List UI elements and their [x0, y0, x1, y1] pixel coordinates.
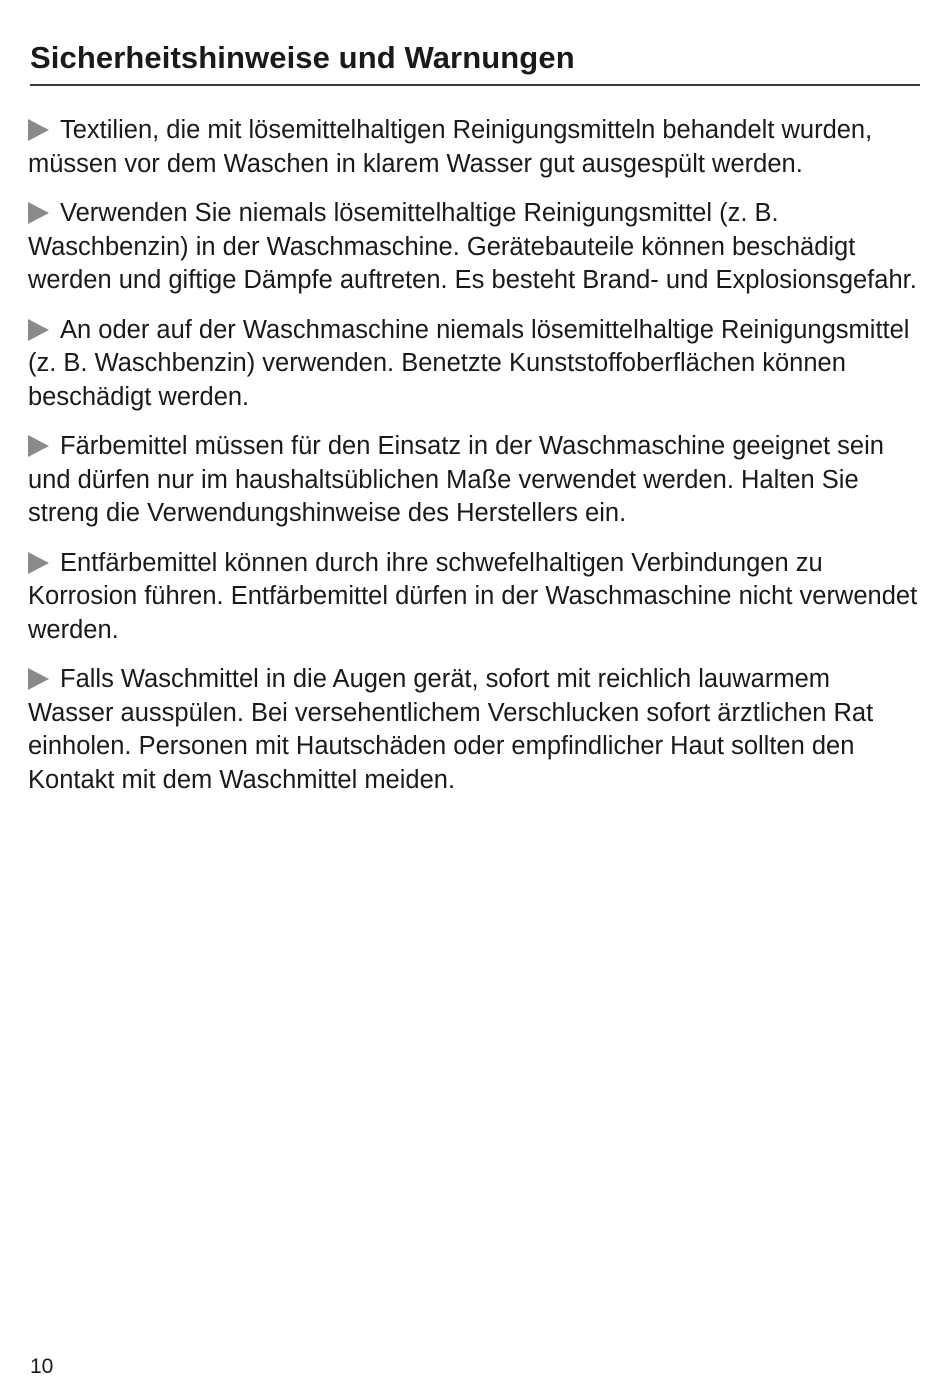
arrow-right-icon: [28, 552, 49, 574]
warning-text: Textilien, die mit lösemittelhaltigen Reinigungsmitteln behandelt wurden, müssen vor dem Waschen in klarem Wasser gut ausgespült werden.: [28, 116, 873, 178]
arrow-right-icon: [28, 319, 49, 341]
arrow-right-icon: [28, 435, 49, 457]
warning-item: [28, 547, 922, 648]
arrow-right-icon: [28, 202, 49, 224]
warning-item: [28, 663, 922, 797]
warnings-list: [28, 114, 922, 813]
warning-text: Entfärbemittel können durch ihre schwefelhaltigen Verbindungen zu Korrosion führen. Entfärbemittel dürfen in der Waschmaschine nicht verwendet werden.: [28, 548, 918, 644]
arrow-right-icon: [28, 668, 49, 690]
warning-item: [28, 114, 922, 181]
warning-text: An oder auf der Waschmaschine niemals lösemittelhaltige Reinigungsmittel (z. B. Waschbenzin) verwenden. Benetzte Kunststoffoberflächen können beschädigt werden.: [28, 315, 910, 411]
warning-text: Falls Waschmittel in die Augen gerät, sofort mit reichlich lauwarmem Wasser ausspülen. Bei versehentlichem Verschlucken sofort ärztlichen Rat einholen. Personen mit Hautschäden oder empfindlicher Haut sollten den Kontakt mit dem Waschmittel meiden.: [28, 665, 874, 794]
page-header: [30, 38, 920, 86]
warning-text: Verwenden Sie niemals lösemittelhaltige Reinigungsmittel (z. B. Waschbenzin) in der Waschmaschine. Gerätebauteile können beschädigt werden und giftige Dämpfe auftreten. Es besteht Brand- und Explosionsgefahr.: [28, 199, 917, 294]
warning-text: Färbemittel müssen für den Einsatz in der Waschmaschine geeignet sein und dürfen nur im haushaltsüblichen Maße verwendet werden. Halten Sie streng die Verwendungshinweise des Herstellers ein.: [28, 432, 884, 527]
page-number: 10: [30, 1355, 54, 1378]
arrow-right-icon: [28, 119, 49, 141]
warning-item: [28, 197, 922, 298]
warning-item: [28, 314, 922, 415]
page-title: Sicherheitshinweise und Warnungen: [30, 40, 575, 75]
warning-item: [28, 430, 922, 531]
